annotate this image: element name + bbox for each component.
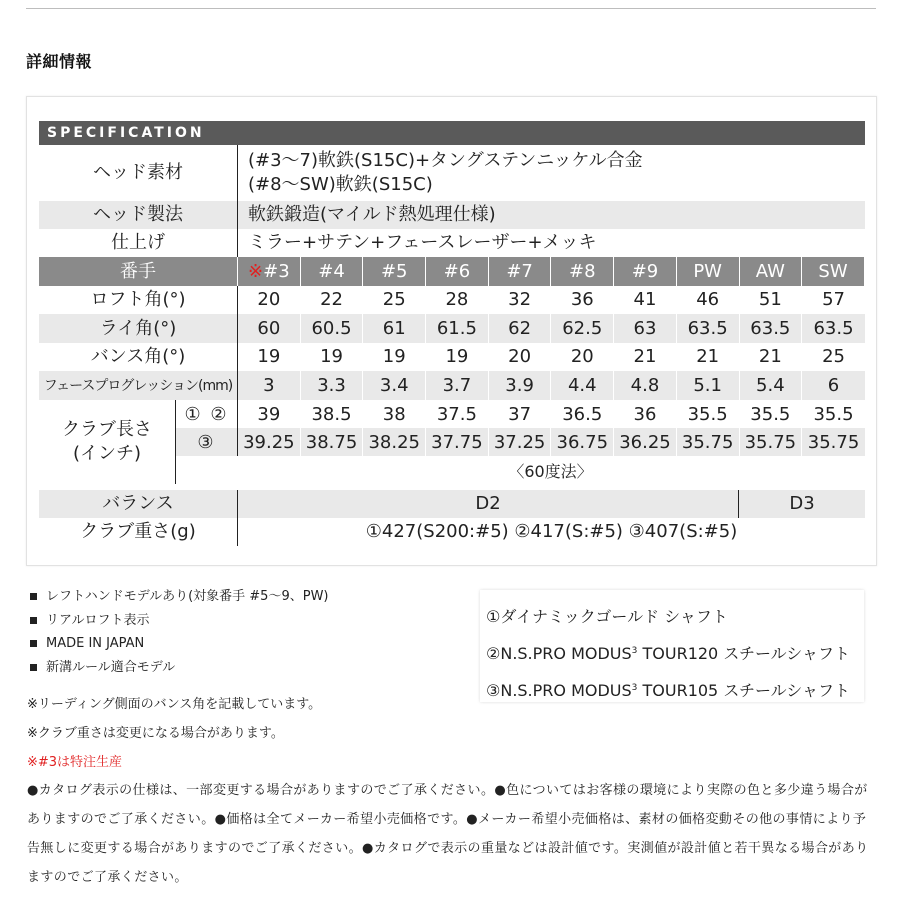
face-progression-cell: 5.1 <box>677 371 740 400</box>
loft-cell: 25 <box>363 286 426 314</box>
face-progression-cell: 3.9 <box>489 371 552 400</box>
lie-label: ライ角(°) <box>39 314 238 343</box>
remarks <box>27 690 321 777</box>
row-loft <box>39 286 865 314</box>
club-length-row2-label: ③ <box>176 428 238 456</box>
loft-cell: 36 <box>551 286 614 314</box>
length-cell: 35.5 <box>677 400 740 428</box>
bounce-cell: 20 <box>551 343 614 371</box>
face-progression-cell: 4.4 <box>551 371 614 400</box>
length-cell: 38 <box>363 400 426 428</box>
number-cell: #4 <box>301 257 364 286</box>
bullet-square-icon <box>30 664 37 671</box>
loft-cell: 46 <box>677 286 740 314</box>
row-bounce <box>39 343 865 371</box>
lie-cell: 62 <box>489 314 552 343</box>
loft-cell: 20 <box>238 286 301 314</box>
loft-cell: 28 <box>426 286 489 314</box>
row-numbers <box>39 257 865 286</box>
bounce-cell: 19 <box>426 343 489 371</box>
length-cell: 36 <box>614 400 677 428</box>
face-progression-cell: 4.8 <box>614 371 677 400</box>
bounce-cell: 21 <box>614 343 677 371</box>
length-cell: 35.75 <box>807 431 860 453</box>
loft-cell: 32 <box>489 286 552 314</box>
list-item: レフトハンドモデルあり(対象番手 #5〜9、PW) <box>30 585 329 609</box>
row-lie <box>39 314 865 343</box>
length-cell: 35.5 <box>740 400 803 428</box>
club-length-row1-label: ① ② <box>176 400 238 428</box>
face-progression-cell: 3 <box>238 371 301 400</box>
club-length-row-1 <box>176 400 865 428</box>
balance-value-main: D2 <box>238 490 739 518</box>
weight-label: クラブ重さ(g) <box>39 518 238 546</box>
lie-cell: 60 <box>238 314 301 343</box>
shaft-list <box>480 590 864 702</box>
loft-cell: 57 <box>822 289 845 310</box>
shaft-item-1: ①ダイナミックゴールド シャフト <box>486 607 728 626</box>
specification-header: SPECIFICATION <box>39 121 865 145</box>
bullet-square-icon <box>30 617 37 624</box>
specification-card <box>26 96 877 566</box>
feature-list <box>30 585 329 679</box>
number-cell: PW <box>677 257 740 286</box>
length-cell: 38.75 <box>301 428 364 456</box>
balance-value-sw: D3 <box>789 493 815 514</box>
row-weight <box>39 518 865 546</box>
loft-cell: 51 <box>740 286 803 314</box>
head-method-label: ヘッド製法 <box>39 201 238 229</box>
head-material-line1: (#3〜7)軟鉄(S15C)+タングステンニッケル合金 <box>248 150 643 171</box>
length-cell: 39 <box>238 400 301 428</box>
disclaimer: ●カタログ表示の仕様は、一部変更する場合がありますのでご了承ください。●色についてはお客様の環境により実際の色と多少違う場合がありますのでご了承ください。●価格は全てメーカー希望小売価格です。●メーカー希望小売価格は、素材の価格変動その他の事情により予告無しに変更する場合がありますのでご了承ください。●カタログで表示の重量などは設計値です。実測値が設計値と若干異なる場合がありますのでご了承ください。 <box>27 783 869 885</box>
length-cell: 38.5 <box>301 400 364 428</box>
face-progression-cell: 6 <box>827 374 840 396</box>
bounce-cell: 25 <box>822 346 845 367</box>
length-cell: 37 <box>489 400 552 428</box>
finish-value: ミラー+サテン+フェースレーザー+メッキ <box>248 232 597 253</box>
row-head-material <box>39 145 865 201</box>
club-length-label: クラブ長さ (インチ) <box>39 400 176 484</box>
lie-cell: 63 <box>614 314 677 343</box>
number-cell: ※ #3 <box>238 257 301 286</box>
club-length-row-2 <box>176 428 865 456</box>
lie-cell: 61.5 <box>426 314 489 343</box>
bounce-cell: 20 <box>489 343 552 371</box>
weight-value: ①427(S200:#5) ②417(S:#5) ③407(S:#5) <box>365 521 738 542</box>
remark-bounce: ※リーディング側面のバンス角を記載しています。 <box>27 697 322 712</box>
bounce-cell: 19 <box>363 343 426 371</box>
length-cell: 37.75 <box>426 428 489 456</box>
length-cell: 39.25 <box>238 428 301 456</box>
remark-weight: ※クラブ重さは変更になる場合があります。 <box>27 726 284 741</box>
bullet-square-icon <box>30 593 37 600</box>
face-progression-cell: 3.4 <box>363 371 426 400</box>
row-balance <box>39 490 865 518</box>
length-cell: 35.75 <box>740 428 803 456</box>
face-progression-cell: 3.7 <box>426 371 489 400</box>
loft-cell: 41 <box>614 286 677 314</box>
shaft-item-2: ②N.S.PRO MODUS$^3$ TOUR120 スチールシャフト <box>486 644 850 663</box>
lie-cell: 61 <box>363 314 426 343</box>
bounce-cell: 19 <box>301 343 364 371</box>
bounce-cell: 21 <box>740 343 803 371</box>
specification-table <box>39 121 865 546</box>
face-progression-cell: 3.3 <box>301 371 364 400</box>
lie-cell: 62.5 <box>551 314 614 343</box>
face-progression-label: フェースプログレッション(mm) <box>39 371 238 400</box>
section-title: 詳細情報 <box>26 52 93 71</box>
balance-label: バランス <box>39 490 238 518</box>
length-cell: 37.25 <box>489 428 552 456</box>
row-finish <box>39 229 865 257</box>
row-head-method <box>39 201 865 229</box>
club-length-block <box>39 400 865 484</box>
length-cell: 38.25 <box>363 428 426 456</box>
number-cell: #9 <box>614 257 677 286</box>
number-cell: #5 <box>363 257 426 286</box>
list-item: 新溝ルール適合モデル <box>30 656 329 680</box>
finish-label: 仕上げ <box>39 229 238 257</box>
length-cell: 36.25 <box>614 428 677 456</box>
lie-cell: 63.5 <box>677 314 740 343</box>
bounce-cell: 19 <box>238 343 301 371</box>
numbers-cells <box>238 257 865 286</box>
bounce-cell: 21 <box>677 343 740 371</box>
head-material-label: ヘッド素材 <box>39 145 238 201</box>
bounce-label: バンス角(°) <box>39 343 238 371</box>
loft-cell: 22 <box>301 286 364 314</box>
length-cell: 36.5 <box>551 400 614 428</box>
length-cell: 37.5 <box>426 400 489 428</box>
list-item: MADE IN JAPAN <box>30 632 329 656</box>
number-cell: #8 <box>551 257 614 286</box>
lie-cell: 60.5 <box>301 314 364 343</box>
row-face-progression <box>39 371 865 400</box>
number-cell: #7 <box>489 257 552 286</box>
numbers-label: 番手 <box>39 257 238 286</box>
remark-special-order: ※#3は特注生産 <box>27 755 123 770</box>
loft-label: ロフト角(°) <box>39 286 238 314</box>
face-progression-cell: 5.4 <box>740 371 803 400</box>
top-divider <box>26 8 876 9</box>
length-cell: 35.5 <box>813 403 854 425</box>
length-standard-note: 〈60度法〉 <box>508 461 593 481</box>
bullet-square-icon <box>30 640 37 647</box>
head-material-line2: (#8〜SW)軟鉄(S15C) <box>248 174 433 195</box>
number-cell: AW <box>740 257 803 286</box>
shaft-item-3: ③N.S.PRO MODUS$^3$ TOUR105 スチールシャフト <box>486 681 850 700</box>
length-cell: 36.75 <box>551 428 614 456</box>
list-item: リアルロフト表示 <box>30 609 329 633</box>
lie-cell: 63.5 <box>813 317 854 339</box>
head-method-value: 軟鉄鍛造(マイルド熱処理仕様) <box>248 204 496 225</box>
special-order-mark: ※ <box>248 260 264 282</box>
lie-cell: 63.5 <box>740 314 803 343</box>
length-cell: 35.75 <box>677 428 740 456</box>
number-cell: SW <box>802 257 865 286</box>
number-cell: #6 <box>426 257 489 286</box>
